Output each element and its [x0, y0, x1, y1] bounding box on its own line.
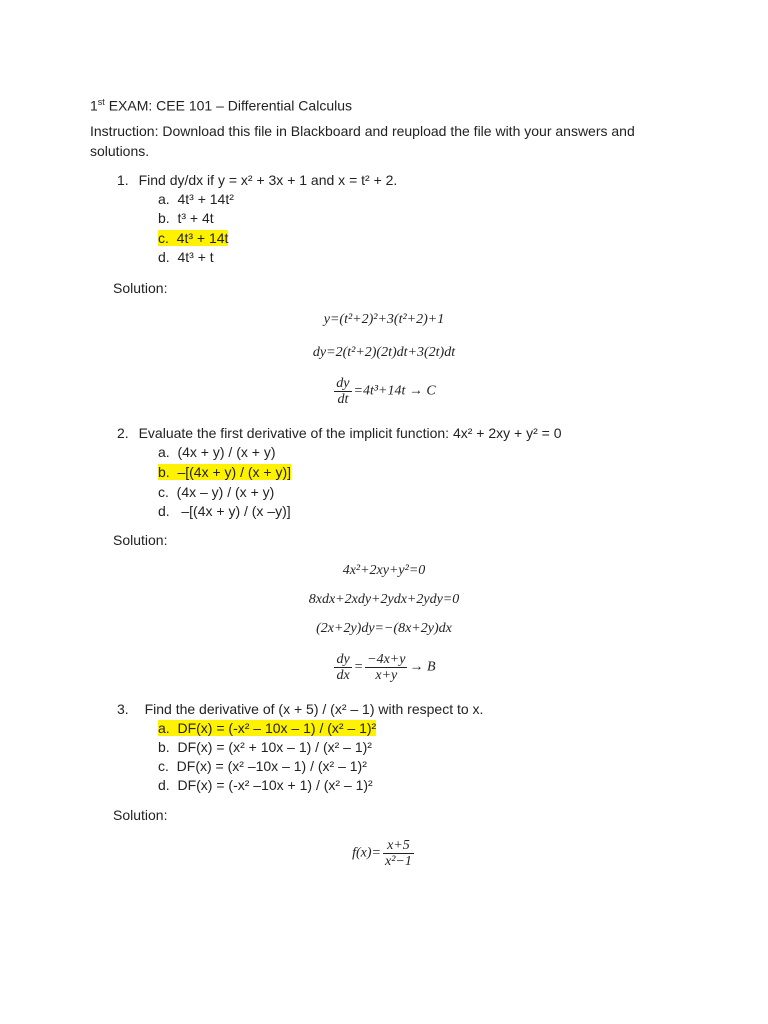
instruction-line-2: solutions.	[90, 143, 150, 159]
q3-text: Find the derivative of (x + 5) / (x² – 1) with respect to x.	[144, 701, 484, 717]
q2-eq4-rhs-fraction: $\frac{-4x+y}{x+y}$	[367, 652, 406, 683]
instruction-line-1: Instruction: Download this file in Blackboard and reupload the file with your answers and	[90, 123, 635, 139]
q1-equation-3: $\frac{dy}{dt}$ =4t³+14t → C	[336, 376, 436, 407]
q1-option-d: d. 4t³ + t	[158, 249, 214, 265]
q2-eq4-lhs-fraction: $\frac{dy}{dx}$	[336, 652, 350, 683]
q3-option-c: c. DF(x) = (x² –10x – 1) / (x² – 1)²	[158, 758, 367, 774]
q1-equation-1: y=(t²+2)²+3(t²+2)+1	[323, 312, 445, 327]
exam-title	[90, 93, 352, 115]
q1-text: Find dy/dx if y = x² + 3x + 1 and x = t² + 2.	[138, 172, 398, 188]
q1-option-a: a. 4t³ + 14t²	[158, 191, 234, 207]
q3-option-b: b. DF(x) = (x² + 10x – 1) / (x² – 1)²	[158, 739, 372, 755]
q3-option-d: d. DF(x) = (-x² –10x + 1) / (x² – 1)²	[158, 777, 373, 793]
q2-option-b-highlighted: b. –[(4x + y) / (x + y)]	[158, 464, 292, 480]
q3-equation-1: f(x)= $\frac{x+5}{\text{x²−1}}$	[352, 838, 412, 869]
q1-option-c-highlighted: c. 4t³ + 14t	[158, 230, 229, 246]
q1-number: 1.	[117, 172, 129, 188]
q2-equation-1: 4x²+2xy+y²=0	[342, 563, 426, 578]
q2-option-a: a. (4x + y) / (x + y)	[158, 444, 276, 460]
q1-eq3-fraction: $\frac{dy}{dt}$	[336, 376, 350, 407]
q1-question	[117, 171, 397, 189]
q1-solution-label: Solution:	[113, 280, 168, 296]
q1-equation-2: dy=2(t²+2)(2t)dt+3(2t)dt	[312, 345, 456, 360]
q3-question	[117, 700, 483, 718]
q2-equation-3: (2x+2y)dy=−(8x+2y)dx	[316, 621, 452, 636]
q2-text: Evaluate the first derivative of the implicit function: 4x² + 2xy + y² = 0	[138, 425, 562, 441]
q2-equation-2: 8xdx+2xdy+2ydx+2ydy=0	[308, 592, 460, 607]
q3-solution-label: Solution:	[113, 807, 168, 823]
q2-number: 2.	[117, 425, 129, 441]
q3-eq1-fraction: $\frac{x+5}{\text{x²−1}}$	[385, 838, 412, 869]
q2-question	[117, 424, 562, 442]
q1-option-b: b. t³ + 4t	[158, 210, 214, 226]
exam-ordinal: st	[97, 97, 105, 107]
exam-title-text: EXAM: CEE 101 – Differential Calculus	[104, 97, 352, 114]
q2-option-c: c. (4x – y) / (x + y)	[158, 484, 275, 500]
q3-option-a-highlighted: a. DF(x) = (-x² – 10x – 1) / (x² – 1)²	[158, 720, 377, 736]
q2-solution-label: Solution:	[113, 532, 168, 548]
q3-number: 3.	[117, 701, 129, 717]
exam-number: 1	[90, 97, 98, 114]
q2-equation-4: $\frac{dy}{dx}$ = $\frac{-4x+y}{x+y}$ → B	[336, 652, 436, 683]
q2-option-d: d. –[(4x + y) / (x –y)]	[158, 503, 291, 519]
